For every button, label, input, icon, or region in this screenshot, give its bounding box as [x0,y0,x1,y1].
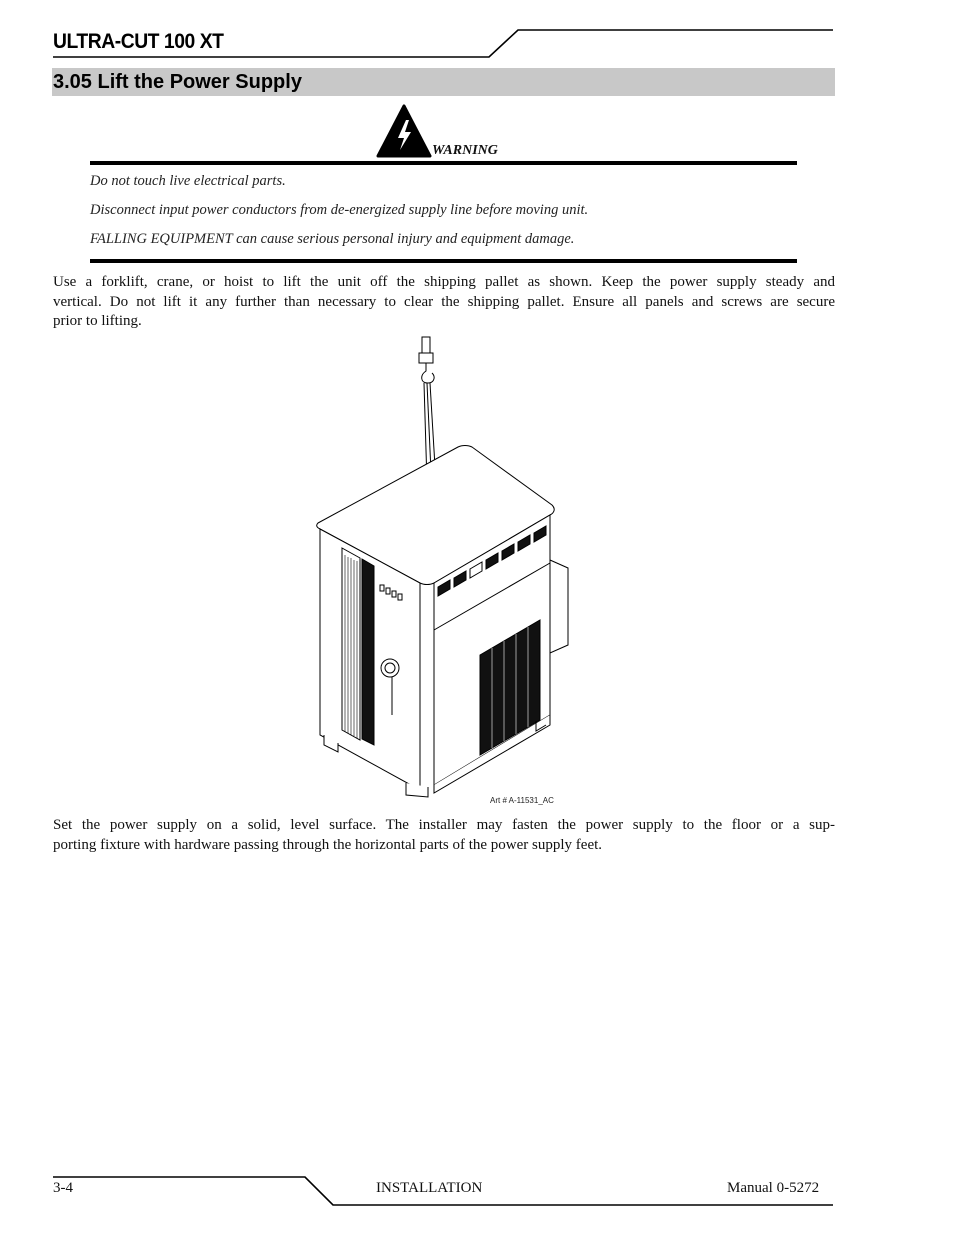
page-number: 3-4 [53,1180,73,1196]
lifting-instructions-paragraph [53,273,835,332]
art-number: Art # A-11531_AC [490,796,554,805]
warning-label: WARNING [432,143,498,158]
paragraph-line: vertical. Do not lift it any further than necessary to clear the shipping pallet. Ensure all panels and screws are secure [53,293,835,310]
paragraph-line: porting fixture with hardware passing through the horizontal parts of the power supply feet. [53,836,603,853]
paragraph-line: Use a forklift, crane, or hoist to lift the unit off the shipping pallet as shown. Keep the power supply steady and [53,274,835,290]
chapter-name: INSTALLATION [376,1180,483,1196]
warning-line-3: FALLING EQUIPMENT can cause serious personal injury and equipment damage. [90,231,575,247]
warning-bottom-rule [90,259,797,263]
warning-top-rule [90,161,797,165]
section-title: 3.05 Lift the Power Supply [53,71,302,93]
warning-line-1: Do not touch live electrical parts. [90,173,286,189]
power-supply-lifting-illustration [310,335,570,800]
paragraph-line: prior to lifting. [53,313,142,329]
placement-instructions-paragraph [53,816,835,855]
manual-number: Manual 0-5272 [727,1180,820,1196]
warning-line-2: Disconnect input power conductors from de-energized supply line before moving unit. [90,202,589,218]
high-voltage-warning-icon [375,103,433,159]
paragraph-line: Set the power supply on a solid, level surface. The installer may fasten the power supply to the floor or a sup- [53,817,835,833]
product-title: ULTRA-CUT 100 XT [53,30,224,53]
